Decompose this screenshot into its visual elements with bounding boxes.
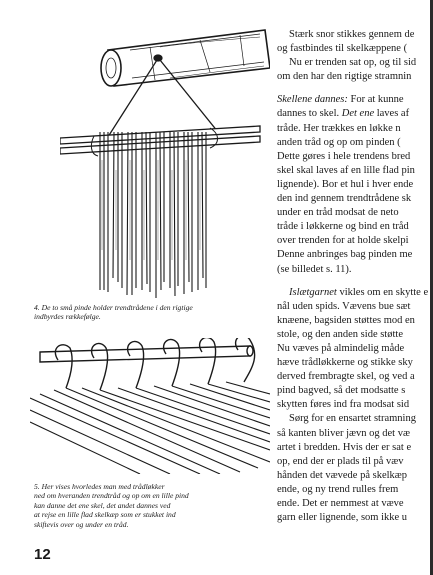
text-line: om den har den rigtige stramnin [277, 71, 412, 83]
warp-shading [102, 160, 200, 260]
emphasis-text: Det ene [341, 108, 375, 120]
paragraph-weft [277, 286, 433, 526]
text-line: hæve trådløkkerne og stikke sky [277, 357, 413, 369]
text-line: knæene, bagsiden støttes mod en [277, 314, 415, 326]
text-line [277, 286, 433, 300]
diagonal-warp-threads [30, 382, 270, 474]
text-line: derved frembragte skel, og ved a [277, 371, 415, 383]
text-line: artet i bredden. Hvis der er sat e [277, 441, 412, 453]
figure-5-caption-line: kan danne det ene skel, det andet dannes ved [34, 500, 171, 510]
text-line: lignende). Bor et hul i hver ende [277, 178, 414, 190]
figure-5-caption-line: 5. Her vises hvorledes man med trådløkker [34, 482, 165, 491]
figure-4-caption [34, 303, 274, 322]
figure-5-caption [34, 482, 274, 529]
text-line: Stærk snor stikkes gennem de [289, 29, 415, 40]
text-line: ende. Det er nemmest at væve [277, 498, 404, 509]
text-line: Nu væves på almindelig måde [277, 342, 405, 354]
text-line: under en tråd modsat de neto [277, 207, 399, 219]
text-line: garn eller lignende, som ikke u [277, 512, 408, 524]
figure-5-caption-line: skiftevis over og under en tråd. [34, 519, 129, 529]
text-line: ende, og ny trend rulles frem [277, 483, 399, 495]
text-line: tråde. Her trækkes en løkke n [277, 122, 401, 134]
text-fragment: laves af [374, 108, 410, 120]
text-line: den ind gennem trendtrådene sk [277, 193, 412, 205]
page-number: 12 [34, 546, 51, 563]
section-lead-sheds: Skellene dannes: [277, 94, 348, 106]
text-line: og fastbindes til skelkæppene ( [277, 43, 408, 55]
text-line: pind bagved, så det modsatte s [277, 385, 406, 397]
figure-5-caption-line: at rejse en lille flad skelkæp som er stukket ind [34, 510, 176, 520]
paragraph-gap [277, 277, 433, 286]
figure-4-caption-line: indbyrdes rækkefølge. [34, 312, 101, 322]
section-lead-weft: Islætgarnet [289, 286, 337, 298]
text-line: (se billedet s. 11). [277, 263, 352, 275]
thread-loops [55, 338, 254, 390]
text-fragment: vikles om en skytte e [336, 286, 429, 298]
text-line: over trenden for at holde skelpi [277, 235, 409, 247]
text-line: hånden det vævede på skelkæp [277, 469, 408, 481]
text-line: nål uden spids. Vævens bue sæt [277, 300, 411, 312]
text-line: Denne anbringes bag pinden me [277, 249, 413, 261]
text-line: skytten føres ind fra modsat sid [277, 399, 410, 411]
figure-4-caption-line: 4. De to små pinde holder trendtrådene i den rigtige [34, 303, 193, 312]
text-line [277, 93, 433, 107]
text-fragment: For at kunne [347, 94, 404, 106]
text-line: skel skal laves af en lille flad pin [277, 164, 415, 176]
text-line: Nu er trenden sat op, og til sid [289, 57, 417, 69]
warp-sticks-illustration [60, 20, 270, 300]
paragraph-warp-finish [277, 28, 433, 84]
paragraph-gap [277, 84, 433, 93]
figure-5-caption-line: ned om hveranden trendtråd og op om en lille pind [34, 491, 189, 501]
text-line: op, end der er plads til på væv [277, 455, 404, 467]
text-line: tråde i løkkerne og bind en tråd [277, 221, 409, 233]
text-fragment: dannes to skel. [277, 108, 342, 120]
text-line: stole, og den anden side støtte [277, 328, 403, 340]
text-line: så kanten bliver jævn og det væ [277, 427, 410, 439]
text-line [277, 107, 433, 121]
text-line: Dette gøres i hele trendens bred [277, 150, 411, 162]
body-text-column [277, 28, 433, 525]
text-line: Sørg for en ensartet stramning [289, 413, 416, 425]
text-line: anden tråd og op om pinden ( [277, 136, 401, 148]
thread-loops-illustration [30, 338, 270, 474]
paragraph-sheds [277, 93, 433, 276]
top-branch [101, 30, 270, 86]
